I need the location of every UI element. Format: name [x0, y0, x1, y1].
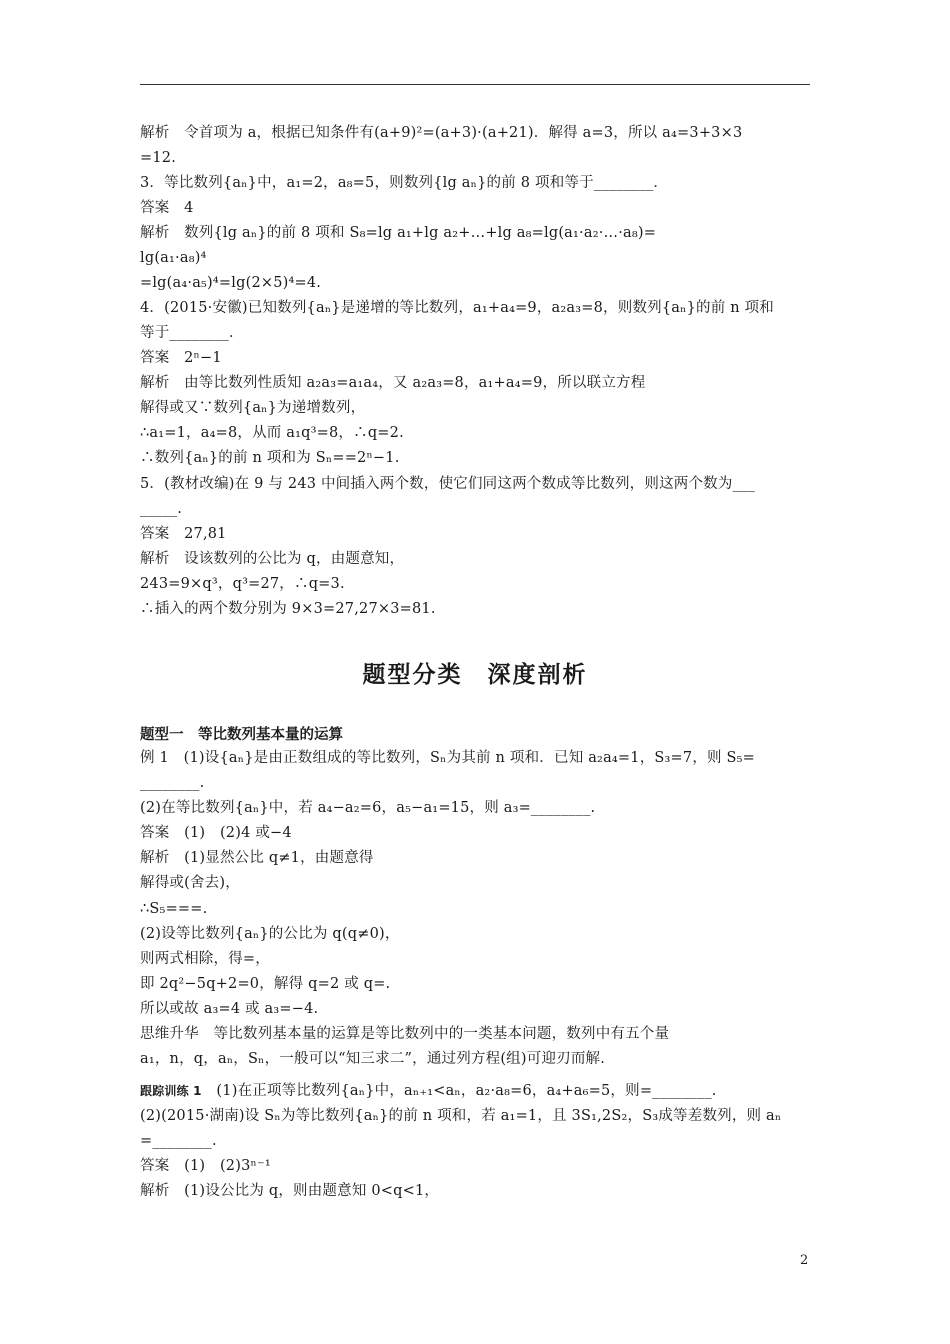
text-line: =________. [140, 1133, 217, 1149]
practice-line [140, 1081, 812, 1101]
text-line: 243=9×q³，q³=27，∴q=3. [140, 576, 345, 592]
text-line: 等于________． [140, 325, 244, 341]
page-number: 2 [800, 1253, 809, 1268]
text-line: (2)在等比数列{aₙ}中，若 a₄−a₂=6，a₅−a₁=15，则 a₃=________. [140, 800, 596, 816]
text-line: ∴a₁=1，a₄=8，从而 a₁q³=8，∴q=2. [140, 425, 404, 441]
practice-tag: 跟踪训练 1 [140, 1084, 202, 1098]
subsection-title: 题型一 等比数列基本量的运算 [140, 727, 343, 743]
header-rule [140, 84, 810, 85]
text-line: =lg(a₄·a₅)⁴=lg(2×5)⁴=4. [140, 275, 322, 291]
text-line: 解得或又∵数列{aₙ}为递增数列， [140, 400, 366, 416]
text-line: 3．等比数列{aₙ}中，a₁=2，a₈=5，则数列{lg aₙ}的前 8 项和等于________． [140, 175, 669, 191]
text-line: 即 2q²−5q+2=0，解得 q=2 或 q=. [140, 976, 391, 992]
text-line: 解得或(舍去)， [140, 875, 240, 891]
text-line: ∴数列{aₙ}的前 n 项和为 Sₙ==2ⁿ−1. [140, 450, 400, 466]
section-heading: 题型分类 深度剖析 [362, 662, 588, 688]
text-line: 解析 数列{lg aₙ}的前 8 项和 S₈=lg a₁+lg a₂+…+lg a₈=lg(a₁·a₂·…·a₈)= [140, 225, 657, 241]
text-line: (2)设等比数列{aₙ}的公比为 q(q≠0)， [140, 926, 400, 942]
text-line: 解析 设该数列的公比为 q，由题意知， [140, 551, 405, 567]
text-line: 解析 (1)设公比为 q，则由题意知 0<q<1， [140, 1183, 440, 1199]
text-line: lg(a₁·a₈)⁴ [140, 250, 207, 266]
text-line: 4．(2015·安徽)已知数列{aₙ}是递增的等比数列，a₁+a₄=9，a₂a₃=8，则数列{aₙ}的前 n 项和 [140, 300, 774, 316]
text-line: 则两式相除，得=， [140, 951, 270, 967]
text-line: 答案 27,81 [140, 526, 227, 542]
text-line: 5．(教材改编)在 9 与 243 中间插入两个数，使它们同这两个数成等比数列，则这两个数为___ [140, 476, 755, 492]
text-line: ________. [140, 775, 205, 791]
text-line: a₁，n，q，aₙ，Sₙ，一般可以“知三求二”，通过列方程(组)可迎刃而解. [140, 1051, 606, 1067]
text-line: ∴S₅===. [140, 901, 208, 917]
text-line: 解析 由等比数列性质知 a₂a₃=a₁a₄，又 a₂a₃=8，a₁+a₄=9，所以联立方程 [140, 375, 646, 391]
practice-text: (1)在正项等比数列{aₙ}中，aₙ₊₁<aₙ，a₂·a₈=6，a₄+a₆=5，则=________. [201, 1083, 717, 1099]
text-line: 例 1 (1)设{aₙ}是由正数组成的等比数列，Sₙ为其前 n 项和．已知 a₂a₄=1，S₃=7，则 S₅= [140, 750, 756, 766]
text-line: 答案 (1) (2)4 或−4 [140, 825, 292, 841]
text-line: 解析 令首项为 a，根据已知条件有(a+9)²=(a+3)·(a+21)．解得 a=3，所以 a₄=3+3×3 [140, 125, 743, 141]
text-line: (2)(2015·湖南)设 Sₙ为等比数列{aₙ}的前 n 项和，若 a₁=1，且 3S₁,2S₂，S₃成等差数列，则 aₙ [140, 1108, 782, 1124]
text-line: 答案 2ⁿ−1 [140, 350, 222, 366]
text-line: =12. [140, 150, 177, 166]
text-line: 答案 4 [140, 200, 194, 216]
text-line: 所以或故 a₃=4 或 a₃=−4. [140, 1001, 319, 1017]
text-line: 答案 (1) (2)3ⁿ⁻¹ [140, 1158, 271, 1174]
text-line: 思维升华 等比数列基本量的运算是等比数列中的一类基本问题，数列中有五个量 [140, 1026, 670, 1042]
text-line: ∴插入的两个数分别为 9×3=27,27×3=81. [140, 601, 436, 617]
text-line: 解析 (1)显然公比 q≠1，由题意得 [140, 850, 374, 866]
text-line: _____. [140, 501, 183, 517]
